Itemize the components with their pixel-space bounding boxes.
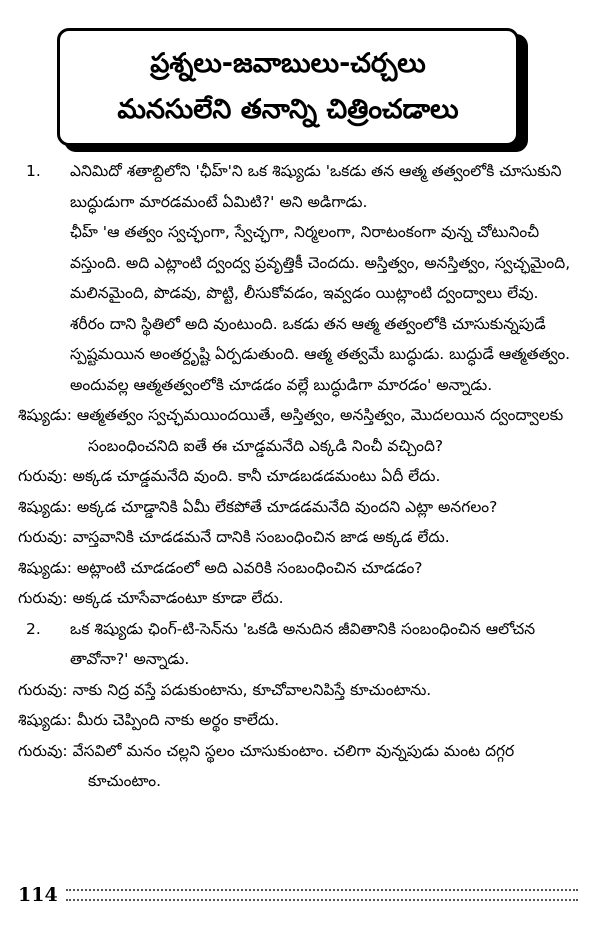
- dialogue-text: అక్కడ చూడ్డానికి ఏమీ లేకపోతే చూడడమనేది వుందని ఎట్లా అనగలం?: [76, 497, 498, 516]
- title-box: [57, 28, 519, 146]
- speaker: శిష్యుడు:: [18, 711, 72, 729]
- speaker: గురువు:: [18, 467, 68, 485]
- item-number: 1.: [26, 162, 41, 180]
- speaker: గురువు:: [18, 589, 68, 607]
- page-number: 114: [18, 884, 58, 906]
- item-intro: ఎనిమిదో శతాబ్దిలోని 'ఛీహ్'ని ఒక శిష్యుడు 'ఒకడు తన ఆత్మ తత్వంలోకి చూసుకుని బుద్ధుడుగా మారడమంటే ఏమిటి?' అని అడిగాడు.: [70, 162, 562, 211]
- footer-dotted-rule: [66, 889, 578, 901]
- page-body: [18, 156, 573, 797]
- item-number: 2.: [26, 619, 41, 638]
- dialogue-line: [18, 583, 573, 614]
- dialogue-line: [18, 400, 573, 461]
- speaker: శిష్యుడు:: [18, 406, 72, 424]
- dialogue-line: [18, 461, 573, 492]
- dialogue-text: మీరు చెప్పింది నాకు అర్థం కాలేదు.: [76, 711, 280, 729]
- speaker: శిష్యుడు:: [18, 497, 72, 516]
- item-1: [18, 156, 573, 217]
- speaker: గురువు:: [18, 528, 68, 546]
- speaker: శిష్యుడు:: [18, 558, 72, 577]
- dialogue-line: [18, 553, 573, 584]
- dialogue-line: [18, 736, 573, 797]
- dialogue-line: [18, 492, 573, 523]
- item-2: [18, 614, 573, 675]
- speaker: గురువు:: [18, 741, 68, 760]
- dialogue-text: అట్లాంటి చూడడంలో అది ఎవరికి సంబంధించిన చూడడం?: [76, 558, 423, 577]
- chapter-title: ప్రశ్నలు-జవాబులు-చర్చలు: [150, 48, 426, 79]
- dialogue-text: అక్కడ చూసేవాడంటూ కూడా లేదు.: [72, 589, 284, 607]
- dialogue-line: [18, 705, 573, 736]
- dialogue-text: వాస్తవానికి చూడడమనే దానికి సంబంధించిన జాడ అక్కడ లేదు.: [72, 528, 450, 546]
- dialogue-text: నాకు నిద్ర వస్తే పడుకుంటాను, కూచోవాలనిపిస్తే కూచుంటాను.: [72, 680, 432, 699]
- dialogue-text: ఆత్మతత్వం స్వచ్ఛమయిందయితే, అస్తిత్వం, అనస్తిత్వం, మొదలయిన ద్వంద్వాలకు సంబంధించనిది ఐతే ఈ చూడ్డమనేది ఎక్కడి నించీ వచ్చింది?: [76, 406, 564, 455]
- answer-paragraph: ఛీహ్ 'ఆ తత్వం స్వచ్ఛంగా, స్వేచ్ఛగా, నిర్మలంగా, నిరాటంకంగా వున్న చోటునించీ వస్తుంది. అది ఎట్లాంటి ద్వంద్వ ప్రవృత్తికీ చెందదు. అస్తిత్వం, అనస్తిత్వం, స్వచ్ఛమైంది, మలినమైంది, పొడవు, పొట్టి, లీసుకోవడం, ఇవ్వడం యిట్లాంటి ద్వంద్వాలు లేవు. శరీరం దాని స్థితిలో అది వుంటుంది. ఒకడు తన ఆత్మ తత్వంలోకి చూసుకున్నపుడే స్పష్టమయిన అంతర్దృష్టి ఏర్పడుతుంది. ఆత్మ తత్వమే బుద్ధుడు. బుద్ధుడే ఆత్మతత్వం. అందువల్ల ఆత్మతత్వంలోకి చూడడం వల్లే బుద్ధుడిగా మారడం' అన్నాడు.: [70, 223, 571, 394]
- page-footer: [18, 884, 578, 906]
- dialogue-text: వేసవిలో మనం చల్లని స్థలం చూసుకుంటాం. చలిగా వున్నపుడు మంట దగ్గర కూచుంటాం.: [72, 741, 515, 790]
- dialogue-text: అక్కడ చూడ్డమనేది వుంది. కానీ చూడబడడమంటు ఏదీ లేదు.: [72, 467, 441, 485]
- speaker: గురువు:: [18, 680, 68, 699]
- dialogue-line: [18, 675, 573, 706]
- dialogue-line: [18, 522, 573, 553]
- chapter-subtitle: మనసులేని తనాన్ని చిత్రించడాలు: [117, 94, 459, 125]
- item-intro: ఒక శిష్యుడు ఛింగ్-టి-సెన్‌ను 'ఒకడి అనుదిన జీవితానికి సంబంధించిన ఆలోచన తావోనా?' అన్నాడు.: [70, 619, 536, 668]
